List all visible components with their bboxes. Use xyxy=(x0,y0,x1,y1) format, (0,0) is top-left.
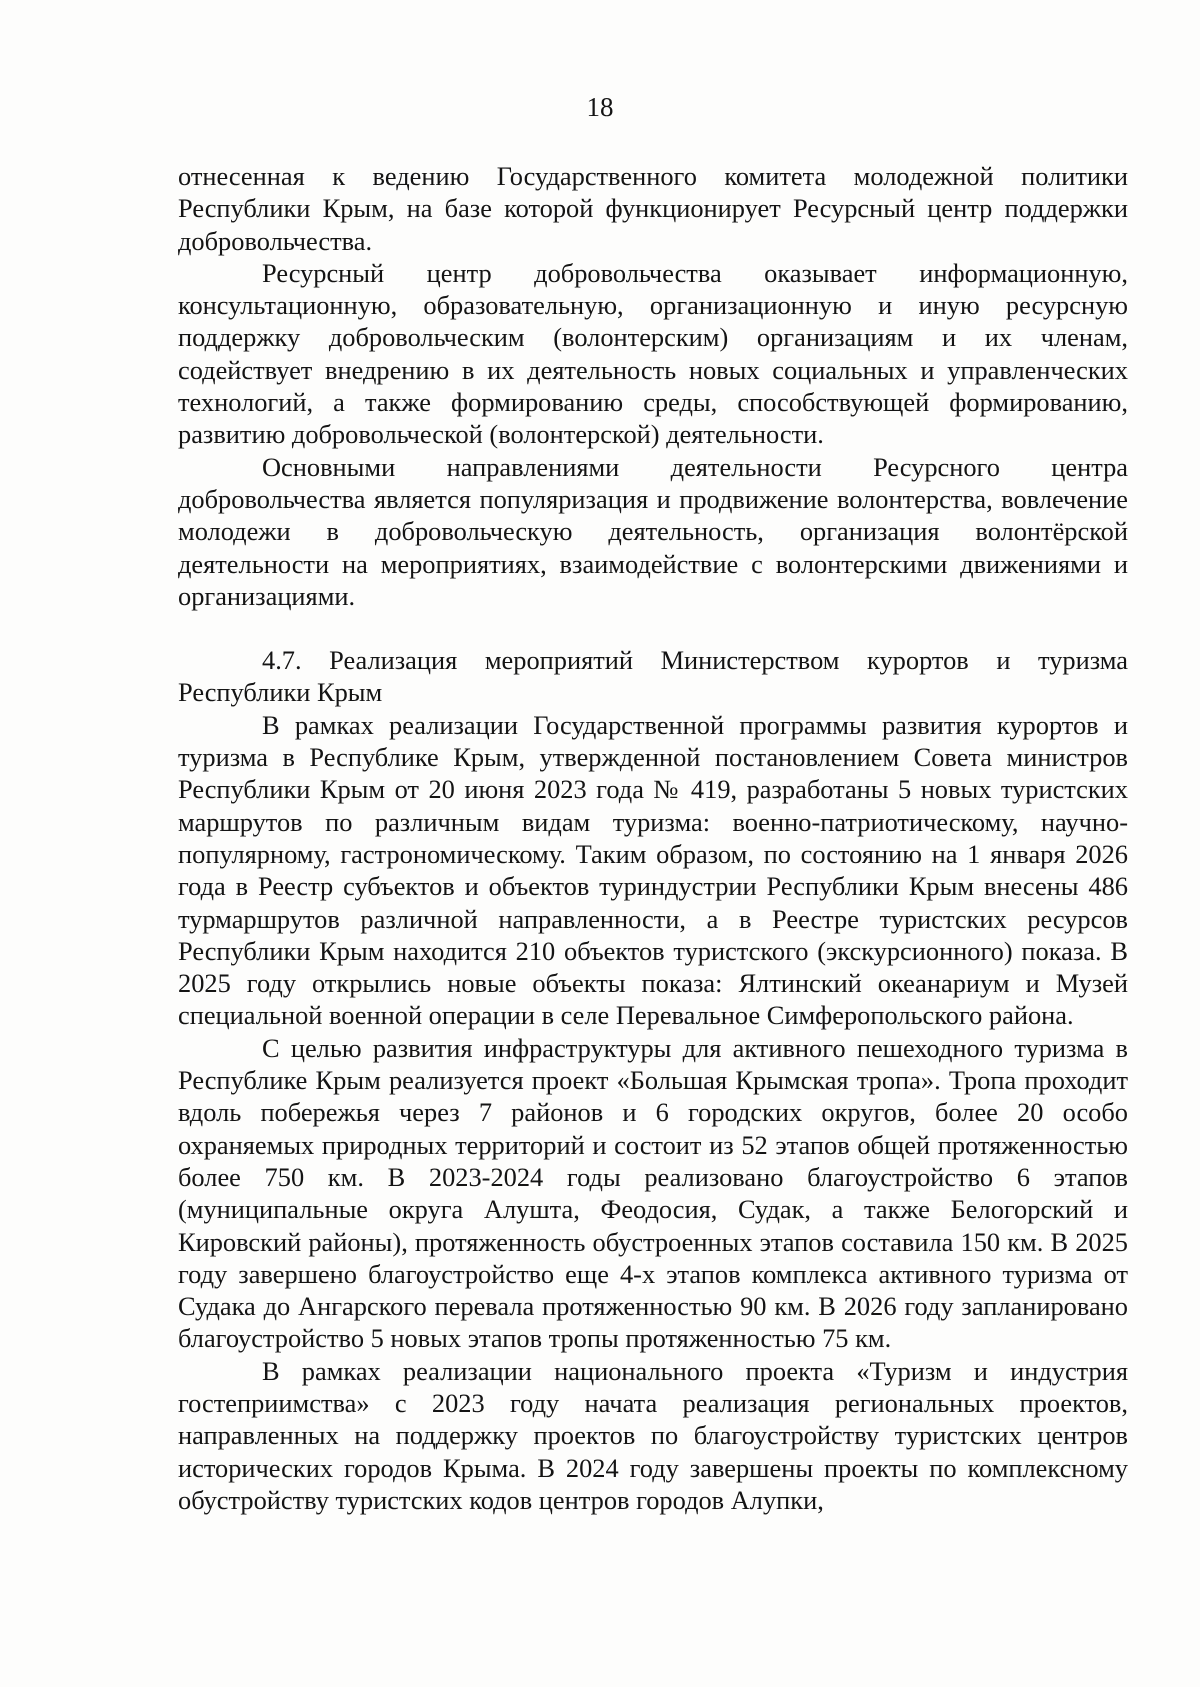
document-body xyxy=(178,160,1128,1516)
section-heading: 4.7. Реализация мероприятий Министерством курортов и туризма Республики Крым xyxy=(178,645,1128,708)
paragraph-main-directions: Основными направлениями деятельности Ресурсного центра добровольчества является популяризация и продвижение волонтерства, вовлечение молодежи в добровольческую деятельность, организация волонтёрской деятельности на мероприятиях, взаимодействие с волонтерскими движениями и организациями. xyxy=(178,451,1128,611)
paragraph-resource-center: Ресурсный центр добровольчества оказывает информационную, консультационную, образовательную, организационную и иную ресурсную поддержку добровольческим (волонтерским) организациям и их членам, содействует внедрению в их деятельность новых социальных и управленческих технологий, а также формированию среды, способствующей формированию, развитию добровольческой (волонтерской) деятельности. xyxy=(178,257,1128,450)
page-number: 18 xyxy=(586,92,614,122)
paragraph-state-program: В рамках реализации Государственной программы развития курортов и туризма в Республике Крым, утвержденной постановлением Совета министров Республики Крым от 20 июня 2023 года № 419, разработаны 5 новых туристских маршрутов по различным видам туризма: военно-патриотическому, научно-популярному, гастрономическому. Таким образом, по состоянию на 1 января 2026 года в Реестр субъектов и объектов туриндустрии Республики Крым внесены 486 турмаршрутов различной направленности, а в Реестре туристских ресурсов Республики Крым находится 210 объектов туристского (экскурсионного) показа. В 2025 году открылись новые объекты показа: Ялтинский океанариум и Музей специальной военной операции в селе Перевальное Симферопольского района. xyxy=(178,709,1128,1031)
paragraph-national-project: В рамках реализации национального проекта «Туризм и индустрия гостеприимства» с 2023 году начата реализация региональных проектов, направленных на поддержку проектов по благоустройству туристских центров исторических городов Крыма. В 2024 году завершены проекты по комплексному обустройству туристских кодов центров городов Алупки, xyxy=(178,1355,1128,1515)
paragraph-crimean-trail: С целью развития инфраструктуры для активного пешеходного туризма в Республике Крым реализуется проект «Большая Крымская тропа». Тропа проходит вдоль побережья через 7 районов и 6 городских округов, более 20 особо охраняемых природных территорий и состоит из 52 этапов общей протяженностью более 750 км. В 2023-2024 годы реализовано благоустройство 6 этапов (муниципальные округа Алушта, Феодосия, Судак, а также Белогорский и Кировский районы), протяженность обустроенных этапов составила 150 км. В 2025 году завершено благоустройство еще 4-х этапов комплекса активного туризма от Судака до Ангарского перевала протяженностью 90 км. В 2026 году запланировано благоустройство 5 новых этапов тропы протяженностью 75 км. xyxy=(178,1032,1128,1354)
paragraph-continuation: отнесенная к ведению Государственного комитета молодежной политики Республики Крым, на базе которой функционирует Ресурсный центр поддержки добровольчества. xyxy=(178,161,1128,256)
section-spacer xyxy=(178,612,1128,644)
